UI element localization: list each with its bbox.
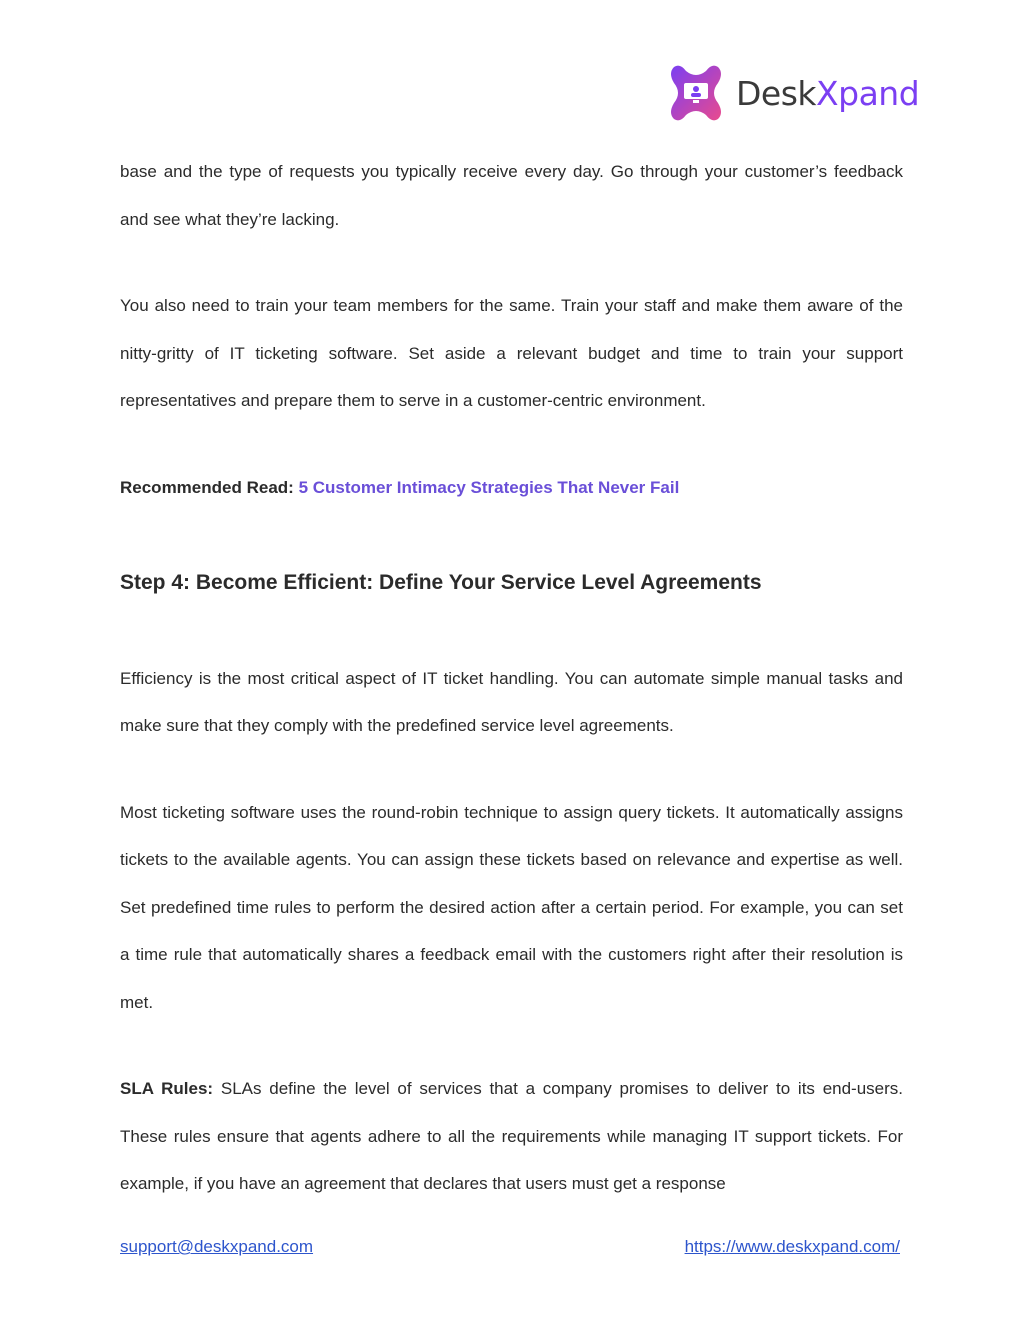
- logo-text-xpand: Xpand: [816, 73, 920, 113]
- recommended-read-link[interactable]: 5 Customer Intimacy Strategies That Never Fail: [298, 477, 680, 497]
- sla-rules-text: SLAs define the level of services that a company promises to deliver to its end-users. These rules ensure that agents adhere to all the requirements while managing IT support tickets. For example, if you have an agreement that declares that users must get a response: [120, 1079, 904, 1193]
- footer-website-link[interactable]: https://www.deskxpand.com/: [684, 1237, 900, 1256]
- section-heading: Step 4: Become Efficient: Define Your Service Level Agreements: [120, 571, 762, 594]
- paragraph-2: You also need to train your team members for the same. Train your staff and make them aware of the nitty-gritty of IT ticketing software. Set aside a relevant budget and time to train your support representatives and prepare them to serve in a customer-centric environment.: [120, 296, 903, 410]
- logo-text: [736, 73, 920, 113]
- deskxpand-logo: [664, 60, 919, 126]
- paragraph-4: Most ticketing software uses the round-robin technique to assign query tickets. It automatically assigns tickets to the available agents. You can assign these tickets based on relevance and expertise as well. Set predefined time rules to perform the desired action after a certain period. For example, you can set a time rule that automatically shares a feedback email with the customers right after their resolution is met.: [120, 802, 903, 1012]
- deskxpand-logo-icon: [664, 61, 728, 125]
- footer: [120, 1237, 900, 1257]
- article-body: [120, 148, 903, 1208]
- recommended-read: [120, 464, 903, 512]
- recommended-read-label: Recommended Read:: [120, 477, 294, 497]
- paragraph-1: base and the type of requests you typically receive every day. Go through your customer’s feedback and see what they’re lacking.: [120, 162, 903, 229]
- paragraph-3: Efficiency is the most critical aspect of IT ticket handling. You can automate simple manual tasks and make sure that they comply with the predefined service level agreements.: [120, 668, 903, 735]
- paragraph-5: [120, 1065, 903, 1208]
- footer-email-link[interactable]: support@deskxpand.com: [120, 1237, 314, 1256]
- sla-rules-label: SLA Rules:: [120, 1079, 214, 1098]
- logo-text-desk: Desk: [736, 73, 817, 113]
